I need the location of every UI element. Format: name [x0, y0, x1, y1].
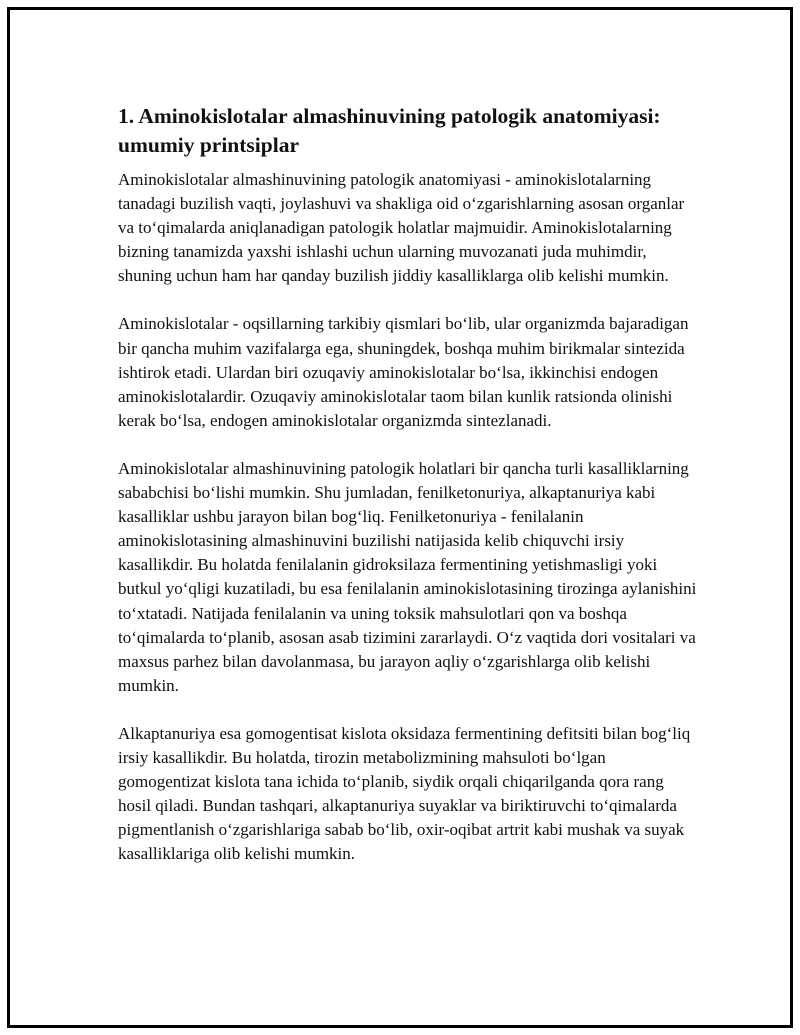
paragraph-1: Aminokislotalar almashinuvining patologik anatomiyasi - aminokislotalarning tanadagi buzilish vaqti, joylashuvi va shakliga oid o‘zgarishlarning asosan organlar va to‘qimalarda aniqlanadigan patologik holatlar majmuidir. Aminokislotalarning bizning tanamizda yaxshi ishlashi uchun ularning muvozanati juda muhimdir, shuning uchun ham har qanday buzilish jiddiy kasalliklarga olib kelishi mumkin.	[118, 170, 685, 286]
document-body	[118, 102, 698, 890]
page-frame	[7, 7, 793, 1028]
paragraph-3: Aminokislotalar almashinuvining patologik holatlari bir qancha turli kasalliklarning sababchisi bo‘lishi mumkin. Shu jumladan, fenilketonuriya, alkaptanuriya kabi kasalliklar ushbu jarayon bilan bog‘liq. Fenilketonuriya - fenilalanin aminokislotasining almashinuvini buzilishi natijasida kelib chiquvchi irsiy kasallikdir. Bu holatda fenilalanin gidroksilaza fermentining yetishmasligi yoki butkul yo‘qligi kuzatiladi, bu esa fenilalanin aminokislotasining tirozinga aylanishini to‘xtatadi. Natijada fenilalanin va uning toksik mahsulotlari qon va boshqa to‘qimalarda to‘planib, asosan asab tizimini zararlaydi. O‘z vaqtida dori vositalari va maxsus parhez bilan davolanmasa, bu jarayon aqliy o‘zgarishlarga olib kelishi mumkin.	[118, 458, 697, 695]
paragraph-2: Aminokislotalar - oqsillarning tarkibiy qismlari bo‘lib, ular organizmda bajaradigan bir qancha muhim vazifalarga ega, shuningdek, boshqa muhim birikmalar sintezida ishtirok etadi. Ulardan biri ozuqaviy aminokislotalar bo‘lsa, ikkinchisi endogen aminokislotalardir. Ozuqaviy aminokislotalar taom bilan kunlik ratsionda olinishi kerak bo‘lsa, endogen aminokislotalar organizmda sintezlanadi.	[118, 314, 689, 430]
section-heading: 1. Aminokislotalar almashinuvining patologik anatomiyasi: umumiy printsiplar	[118, 104, 661, 157]
paragraph-4: Alkaptanuriya esa gomogentisat kislota oksidaza fermentining defitsiti bilan bog‘liq irsiy kasallikdir. Bu holatda, tirozin metabolizmining mahsuloti bo‘lgan gomogentizat kislota tana ichida to‘planib, siydik orqali chiqarilganda qora rang hosil qiladi. Bundan tashqari, alkaptanuriya suyaklar va biriktiruvchi to‘qimalarda pigmentlanish o‘zgarishlariga sabab bo‘lib, oxir-oqibat artrit kabi mushak va suyak kasalliklariga olib kelishi mumkin.	[118, 723, 691, 864]
